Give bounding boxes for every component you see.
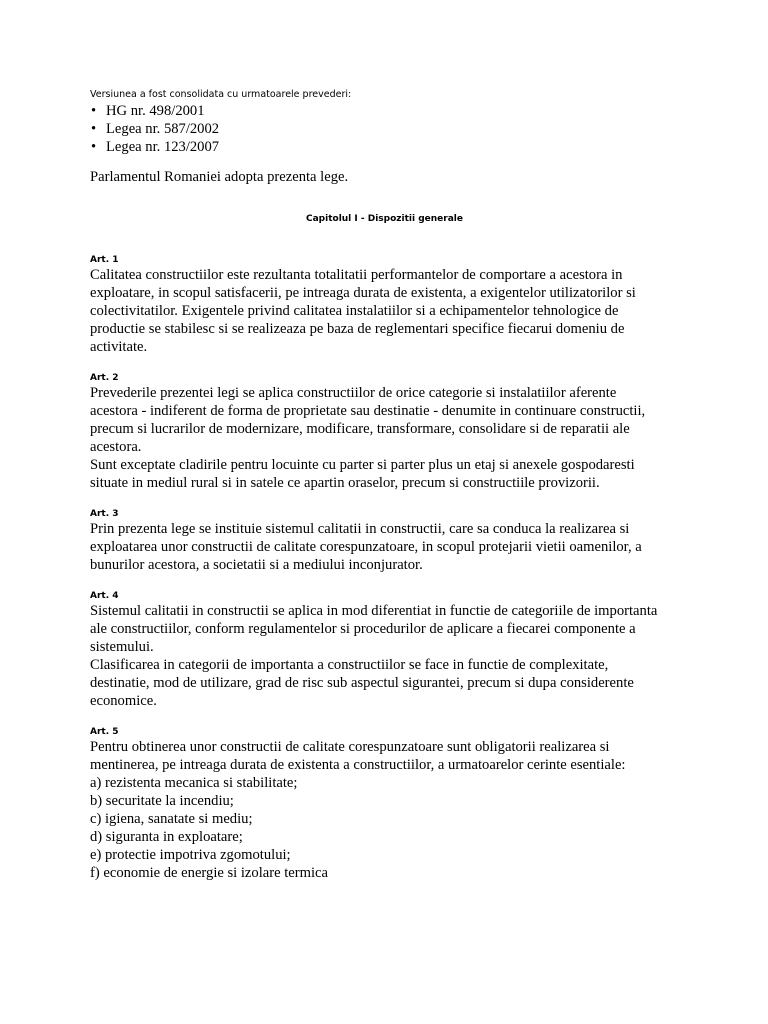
article-label: Art. 3 xyxy=(90,509,119,519)
article-label: Art. 1 xyxy=(90,255,119,265)
document-page xyxy=(90,88,690,882)
article-5 xyxy=(90,710,690,882)
article-text: Pentru obtinerea unor constructii de calitate corespunzatoare sunt obligatorii realizarea si mentinerea, pe intreaga durata de existenta a constructiilor, a urmatoarelor cerinte esentiale: a) rezistenta mecanica si stabilitate; b) securitate la incendiu; c) igiena, sanatate si mediu; d) siguranta in exploatare; e) protectie impotriva zgomotului; f) economie de energie si izolare termica xyxy=(90,739,626,881)
article-text: Calitatea constructiilor este rezultanta totalitatii performantelor de comportare a acestora in exploatare, in scopul satisfacerii, pe intreaga durata de existenta, a exigentelor utilizatorilor si colectivitatilor. Exigentele privind calitatea instalatiilor si a echipamentelor tehnologice de productie se stabilesc si se realizeaza pe baza de reglementari specifice fiecarui domeniu de activitate. xyxy=(90,267,636,355)
consolidation-note: Versiunea a fost consolidata cu urmatoarele prevederi: xyxy=(90,89,352,100)
article-text: Prevederile prezentei legi se aplica constructiilor de orice categorie si instalatiilor aferente acestora - indiferent de forma de proprietate sau destinatie - denumite in continuare constructii, precum si lucrarilor de modernizare, modificare, transformare, consolidare si de reparatii ale acestora. Sunt exceptate cladirile pentru locuinte cu parter si parter plus un etaj si anexele gospodaresti situate in mediul rural si in satele ce apartin oraselor, precum si constructiile provizorii. xyxy=(90,385,646,491)
chapter-title: Capitolul I - Dispozitii generale xyxy=(306,214,463,224)
article-label: Art. 4 xyxy=(90,591,119,601)
article-2 xyxy=(90,356,690,492)
bullet-icon: • xyxy=(91,139,97,155)
article-label: Art. 5 xyxy=(90,727,119,737)
reference-item xyxy=(90,102,690,120)
bullet-icon: • xyxy=(91,121,97,137)
article-1 xyxy=(90,226,690,356)
reference-text: Legea nr. 123/2007 xyxy=(106,139,220,155)
article-label: Art. 2 xyxy=(90,373,119,383)
article-3 xyxy=(90,492,690,574)
reference-text: HG nr. 498/2001 xyxy=(106,103,205,119)
intro-text: Parlamentul Romaniei adopta prezenta lege. xyxy=(90,169,349,185)
bullet-icon: • xyxy=(91,103,97,119)
reference-item xyxy=(90,138,690,156)
article-4 xyxy=(90,574,690,710)
references-list xyxy=(90,102,690,156)
reference-item xyxy=(90,120,690,138)
article-text: Prin prezenta lege se instituie sistemul calitatii in constructii, care sa conduca la realizarea si exploatarea unor constructii de calitate corespunzatoare, in scopul protejarii vietii oamenilor, a bunurilor acestora, a societatii si a mediului inconjurator. xyxy=(90,521,642,573)
reference-text: Legea nr. 587/2002 xyxy=(106,121,220,137)
article-text: Sistemul calitatii in constructii se aplica in mod diferentiat in functie de categoriile de importanta ale constructiilor, conform regulamentelor si procedurilor de aplicare a fiecarei componente a sistemului. Clasificarea in categorii de importanta a constructiilor se face in functie de complexitate, destinatie, mod de utilizare, grad de risc sub aspectul sigurantei, precum si dupa considerente economice. xyxy=(90,603,658,709)
